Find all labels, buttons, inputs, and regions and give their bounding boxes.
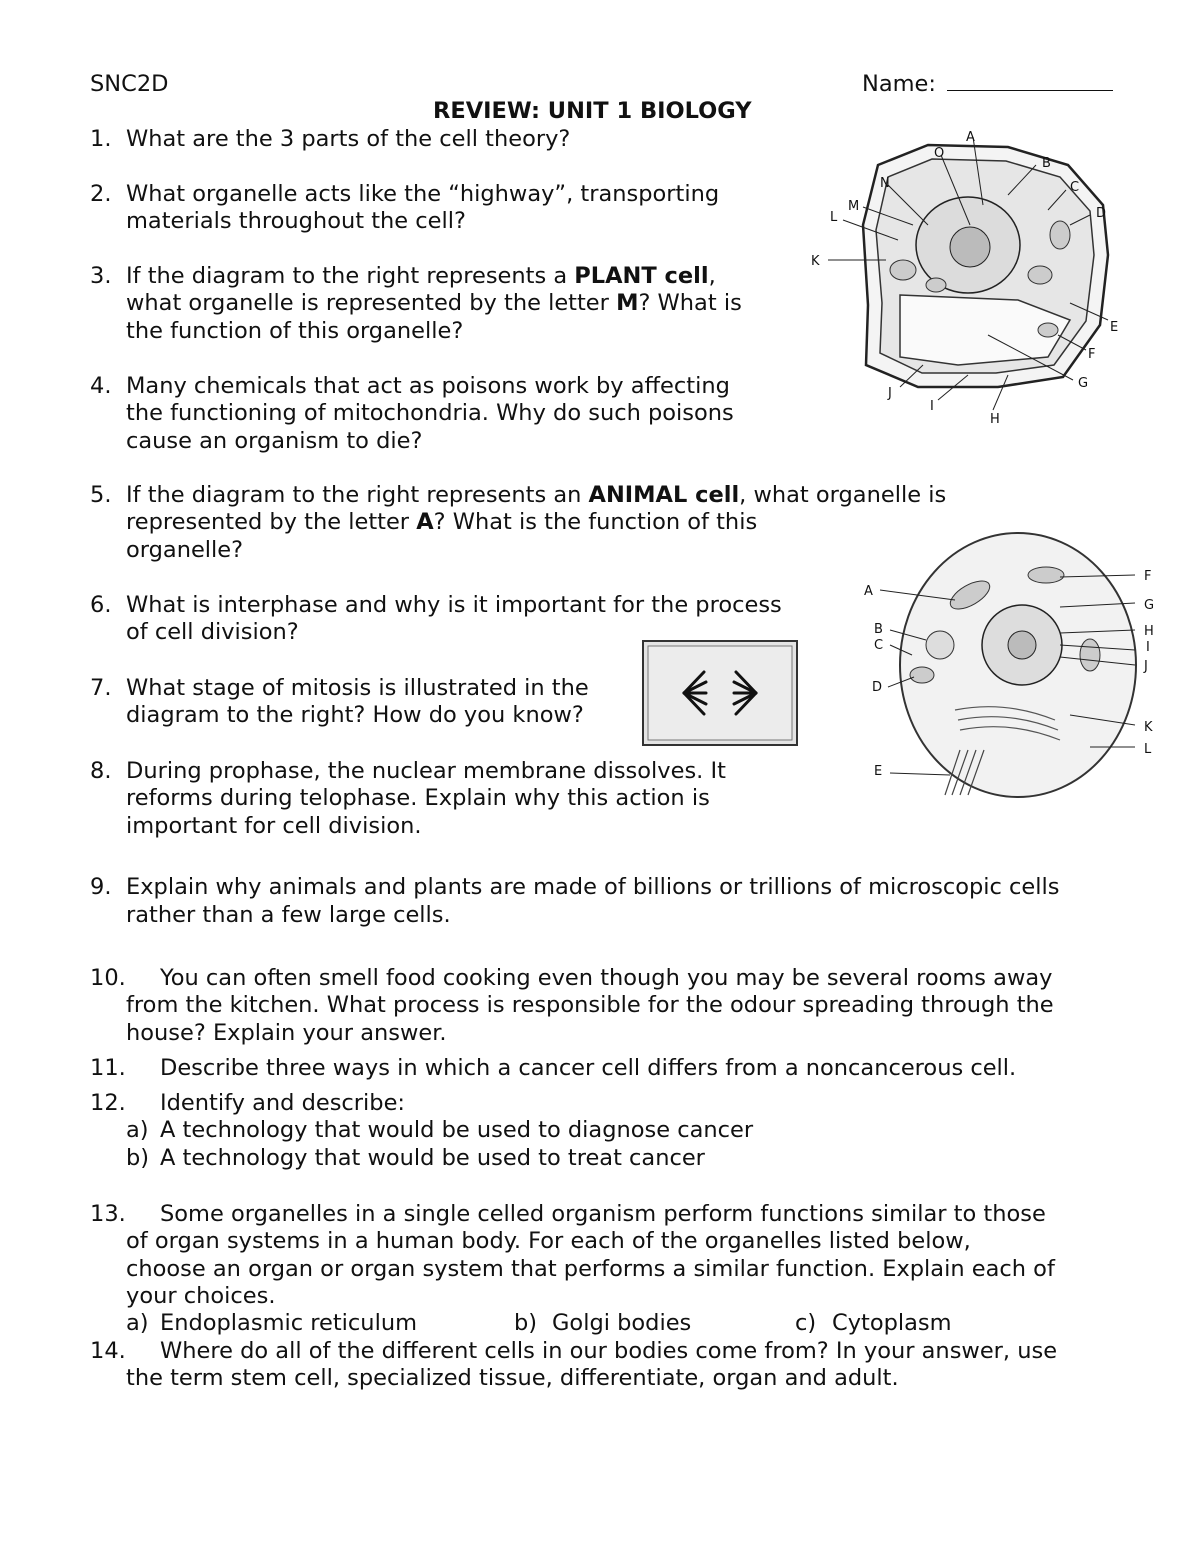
question-number: 5.: [90, 482, 112, 508]
question-text: important for cell division.: [126, 813, 422, 839]
sub-item-text: A technology that would be used to treat cancer: [160, 1145, 705, 1171]
question-text: reforms during telophase. Explain why this action is: [126, 785, 710, 811]
option-text: Golgi bodies: [552, 1310, 692, 1336]
plant-label: A: [966, 130, 975, 145]
question-number: 12.: [90, 1090, 126, 1116]
question-text: diagram to the right? How do you know?: [126, 702, 584, 728]
animal-label: F: [1144, 569, 1152, 584]
question-text: choose an organ or organ system that performs a similar function. Explain each of: [126, 1256, 1055, 1282]
question-text: What organelle acts like the “highway”, transporting: [126, 181, 720, 207]
animal-label: G: [1144, 598, 1155, 613]
name-label: Name:: [862, 71, 936, 97]
question-number: 14.: [90, 1338, 126, 1364]
sub-item-text: A technology that would be used to diagnose cancer: [160, 1117, 754, 1143]
animal-label: L: [1144, 742, 1152, 757]
question-text: from the kitchen. What process is responsible for the odour spreading through the: [126, 992, 1054, 1018]
animal-label: C: [874, 638, 884, 653]
question-text: materials throughout the cell?: [126, 208, 466, 234]
plant-label: M: [848, 199, 860, 214]
option-text: Endoplasmic reticulum: [160, 1310, 417, 1336]
question-text: What stage of mitosis is illustrated in the: [126, 675, 589, 701]
animal-cell-diagram: [860, 525, 1160, 805]
question-text: Describe three ways in which a cancer cell differs from a noncancerous cell.: [160, 1055, 1017, 1081]
question-text: rather than a few large cells.: [126, 902, 451, 928]
question-text: What are the 3 parts of the cell theory?: [126, 126, 571, 152]
question-number: 10.: [90, 965, 126, 991]
question-text: of organ systems in a human body. For each of the organelles listed below,: [126, 1228, 971, 1254]
question-text: the term stem cell, specialized tissue, differentiate, organ and adult.: [126, 1365, 899, 1391]
question-text: During prophase, the nuclear membrane dissolves. It: [126, 758, 726, 784]
option-marker: c): [795, 1310, 817, 1336]
page-title: REVIEW: UNIT 1 BIOLOGY: [433, 98, 752, 124]
animal-label: E: [874, 764, 883, 779]
question-text: cause an organism to die?: [126, 428, 423, 454]
question-text: the functioning of mitochondria. Why do such poisons: [126, 400, 734, 426]
option-marker: b): [514, 1310, 538, 1336]
question-number: 1.: [90, 126, 112, 152]
question-text: what organelle is represented by the letter M? What is: [126, 290, 742, 316]
plant-label: K: [811, 254, 820, 269]
animal-label: H: [1144, 624, 1154, 639]
question-number: 7.: [90, 675, 112, 701]
plant-label: O: [934, 146, 945, 161]
question-number: 4.: [90, 373, 112, 399]
animal-label: K: [1144, 720, 1153, 735]
name-field[interactable]: [862, 70, 1113, 98]
plant-label: L: [830, 210, 838, 225]
question-text: Identify and describe:: [160, 1090, 405, 1116]
sub-item-marker: a): [126, 1117, 149, 1143]
question-text: If the diagram to the right represents a PLANT cell,: [126, 263, 716, 289]
question-text: What is interphase and why is it important for the process: [126, 592, 782, 618]
animal-label: D: [872, 680, 883, 695]
animal-label: B: [874, 622, 883, 637]
mitosis-diagram: [642, 640, 798, 746]
name-blank-line[interactable]: [947, 70, 1113, 91]
question-number: 3.: [90, 263, 112, 289]
question-text: of cell division?: [126, 619, 299, 645]
plant-label: G: [1078, 376, 1089, 391]
question-text: represented by the letter A? What is the function of this: [126, 509, 758, 535]
question-text: Where do all of the different cells in our bodies come from? In your answer, use: [160, 1338, 1058, 1364]
question-number: 11.: [90, 1055, 126, 1081]
question-text: your choices.: [126, 1283, 276, 1309]
animal-label: J: [1144, 659, 1148, 674]
question-text: house? Explain your answer.: [126, 1020, 447, 1046]
plant-label: H: [990, 412, 1000, 427]
plant-cell-diagram: [808, 125, 1128, 430]
question-text: You can often smell food cooking even though you may be several rooms away: [160, 965, 1053, 991]
question-text: Explain why animals and plants are made of billions or trillions of microscopic cells: [126, 874, 1060, 900]
plant-label: N: [880, 176, 890, 191]
question-number: 6.: [90, 592, 112, 618]
plant-label: B: [1042, 156, 1051, 171]
plant-label: C: [1070, 180, 1080, 195]
plant-label: I: [930, 399, 934, 414]
question-text: the function of this organelle?: [126, 318, 464, 344]
plant-label: J: [888, 386, 892, 401]
option-text: Cytoplasm: [832, 1310, 952, 1336]
question-text: If the diagram to the right represents an ANIMAL cell, what organelle is: [126, 482, 947, 508]
animal-label: I: [1146, 640, 1150, 655]
plant-label: F: [1088, 347, 1096, 362]
question-number: 13.: [90, 1201, 126, 1227]
question-text: organelle?: [126, 537, 244, 563]
question-number: 2.: [90, 181, 112, 207]
animal-label: A: [864, 584, 873, 599]
question-number: 8.: [90, 758, 112, 784]
question-text: Many chemicals that act as poisons work by affecting: [126, 373, 730, 399]
question-text: Some organelles in a single celled organism perform functions similar to those: [160, 1201, 1046, 1227]
sub-item-marker: b): [126, 1145, 150, 1171]
question-number: 9.: [90, 874, 112, 900]
course-code: SNC2D: [90, 71, 169, 97]
plant-label: E: [1110, 320, 1119, 335]
plant-label: D: [1096, 206, 1107, 221]
option-marker: a): [126, 1310, 149, 1336]
